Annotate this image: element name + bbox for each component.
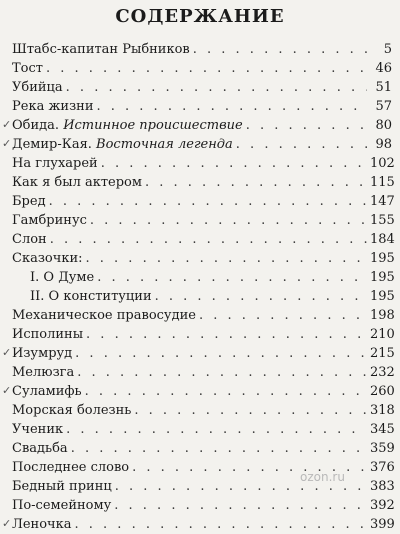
- watermark: ozon.ru: [300, 470, 345, 484]
- toc-title: [12, 116, 243, 135]
- toc-title: II. О конституции: [30, 289, 152, 304]
- toc-entry: [12, 154, 395, 173]
- toc-page-number: 155: [370, 213, 395, 228]
- toc-title: На глухарей: [12, 156, 98, 171]
- toc-entry: [12, 78, 392, 97]
- toc-page-number: 57: [375, 99, 392, 114]
- toc-title: Слон: [12, 232, 47, 247]
- toc-page-number: 195: [370, 289, 395, 304]
- toc-entry: [2, 344, 395, 363]
- toc-page-number: 80: [375, 118, 392, 133]
- toc-subentry: [12, 287, 395, 306]
- toc-title: Мелюзга: [12, 365, 75, 380]
- toc-title: Механическое правосудие: [12, 308, 196, 323]
- toc-entry: [12, 249, 395, 268]
- toc-page-number: 359: [370, 441, 395, 456]
- dot-leader: [97, 97, 368, 116]
- dot-leader: [236, 135, 367, 154]
- toc-page-number: 215: [370, 346, 395, 361]
- toc-entry: [12, 59, 392, 78]
- dot-leader: [86, 249, 367, 268]
- toc-page-number: 399: [370, 517, 395, 532]
- dot-leader: [145, 173, 367, 192]
- toc-page-number: 5: [383, 42, 392, 57]
- toc-entry: [12, 439, 395, 458]
- toc-page-number: 260: [370, 384, 395, 399]
- toc-page-number: 392: [370, 498, 395, 513]
- toc-entry: [2, 116, 392, 135]
- toc-title: Бред: [12, 194, 46, 209]
- toc-entry: [12, 325, 395, 344]
- checkmark-icon: ✓: [2, 118, 12, 131]
- toc-title: Свадьба: [12, 441, 68, 456]
- toc-title: Штабс-капитан Рыбников: [12, 42, 190, 57]
- toc-title: Изумруд: [12, 346, 73, 361]
- toc-title: Леночка: [12, 517, 72, 532]
- toc-title: Бедный принц: [12, 479, 112, 494]
- toc-page-number: 232: [370, 365, 395, 380]
- dot-leader: [71, 439, 367, 458]
- toc-entry: [12, 97, 392, 116]
- toc-title-main: Обида.: [12, 118, 60, 133]
- toc-entry: [12, 306, 395, 325]
- toc-title: Убийца: [12, 80, 63, 95]
- toc-page-number: 345: [370, 422, 395, 437]
- toc-title: Суламифь: [12, 384, 82, 399]
- toc-page-number: 115: [370, 175, 395, 190]
- dot-leader: [97, 268, 367, 287]
- toc-page-number: 46: [375, 61, 392, 76]
- toc-title: Сказочки:: [12, 251, 83, 266]
- toc-title-main: Демир-Кая.: [12, 137, 92, 152]
- toc-page-number: 102: [370, 156, 395, 171]
- toc-subentry: [12, 268, 395, 287]
- toc-entry: [12, 496, 395, 515]
- toc-page-number: 376: [370, 460, 395, 475]
- toc-subtitle: Истинное происшествие: [63, 118, 243, 133]
- toc-title: Тост: [12, 61, 43, 76]
- toc-page-number: 198: [370, 308, 395, 323]
- dot-leader: [193, 40, 367, 59]
- toc-title: Гамбринус: [12, 213, 87, 228]
- toc-page-number: 383: [370, 479, 395, 494]
- toc-entry: [2, 515, 395, 534]
- toc-title: Река жизни: [12, 99, 94, 114]
- toc-entry: [12, 420, 395, 439]
- dot-leader: [75, 515, 367, 534]
- dot-leader: [199, 306, 367, 325]
- toc-page-number: 210: [370, 327, 395, 342]
- dot-leader: [246, 116, 367, 135]
- toc-entry: [12, 173, 395, 192]
- toc-title: Исполины: [12, 327, 84, 342]
- checkmark-icon: ✓: [2, 384, 12, 397]
- toc-page-number: 318: [370, 403, 395, 418]
- toc-title: Морская болезнь: [12, 403, 132, 418]
- toc-page-number: 98: [375, 137, 392, 152]
- toc-entry: [12, 40, 392, 59]
- dot-leader: [77, 363, 367, 382]
- dot-leader: [50, 230, 367, 249]
- dot-leader: [49, 192, 367, 211]
- toc-page-number: 184: [370, 232, 395, 247]
- dot-leader: [101, 154, 367, 173]
- dot-leader: [46, 59, 367, 78]
- toc-entry: [12, 230, 395, 249]
- page-title: СОДЕРЖАНИЕ: [115, 6, 285, 27]
- dot-leader: [155, 287, 367, 306]
- checkmark-icon: ✓: [2, 137, 12, 150]
- dot-leader: [75, 344, 367, 363]
- toc-entry: [12, 192, 395, 211]
- toc-title: Как я был актером: [12, 175, 142, 190]
- toc-title: [12, 135, 233, 154]
- dot-leader: [90, 211, 367, 230]
- checkmark-icon: ✓: [2, 517, 12, 530]
- toc-page-number: 195: [370, 270, 395, 285]
- toc-entry: [2, 382, 395, 401]
- toc-title: По-семейному: [12, 498, 112, 513]
- checkmark-icon: ✓: [2, 346, 12, 359]
- toc-entry: [12, 363, 395, 382]
- toc-entry: [2, 135, 392, 154]
- toc-subtitle: Восточная легенда: [96, 137, 233, 152]
- toc-page-number: 195: [370, 251, 395, 266]
- toc-page-number: 51: [375, 80, 392, 95]
- dot-leader: [66, 78, 367, 97]
- toc-entry: [12, 211, 395, 230]
- toc-entry: [12, 401, 395, 420]
- toc-title: I. О Думе: [30, 270, 95, 285]
- dot-leader: [86, 325, 367, 344]
- dot-leader: [114, 496, 367, 515]
- dot-leader: [66, 420, 367, 439]
- toc-title: Последнее слово: [12, 460, 130, 475]
- dot-leader: [134, 401, 367, 420]
- toc-page-number: 147: [370, 194, 395, 209]
- table-of-contents: [2, 40, 395, 534]
- dot-leader: [85, 382, 367, 401]
- toc-title: Ученик: [12, 422, 64, 437]
